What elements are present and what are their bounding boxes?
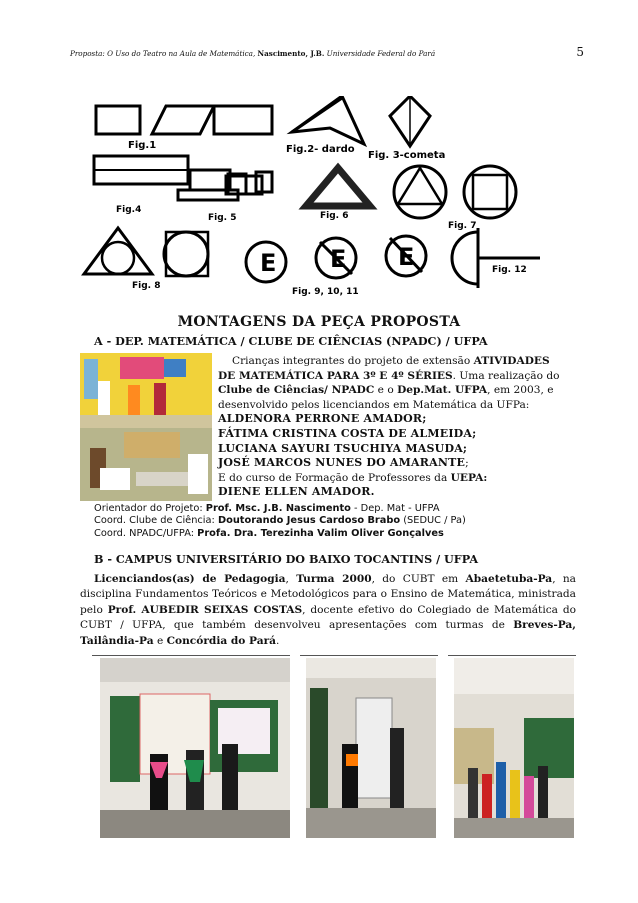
coord-line-3: Coord. NPADC/UFPA: Profa. Dra. Terezinha Valim Oliver Gonçalves bbox=[94, 527, 444, 539]
student-name: JOSÉ MARCOS NUNES DO AMARANTE bbox=[218, 456, 466, 470]
fig5-shape bbox=[190, 170, 230, 190]
student-name: ALDENORA PERRONE AMADOR; bbox=[218, 412, 427, 426]
uepa-intro: E do curso de Formação de Professores da bbox=[218, 471, 451, 484]
student-name: LUCIANA SAYURI TSUCHIYA MASUDA; bbox=[218, 441, 468, 455]
divider bbox=[448, 655, 576, 656]
coord-line-1: Orientador do Projeto: Prof. Msc. J.B. Nascimento - Dep. Mat - UFPA bbox=[94, 503, 440, 514]
intro-project-name: ATIVIDADES DE MATEMÁTICA PARA 3º E 4º SÉRIES bbox=[218, 355, 550, 382]
section-a-intro bbox=[218, 354, 570, 500]
fig1-rectangle bbox=[214, 106, 272, 134]
geometric-figures bbox=[80, 96, 550, 296]
header-institution: Universidade Federal do Pará bbox=[326, 49, 436, 58]
fig9-label: Fig. 9, 10, 11 bbox=[292, 287, 359, 296]
uepa: UEPA: bbox=[450, 471, 488, 484]
intro-text-1: Crianças integrantes do projeto de extensão bbox=[232, 355, 471, 367]
page-number: 5 bbox=[576, 45, 584, 59]
fig10-letter: E bbox=[330, 245, 347, 273]
fig12-shape bbox=[452, 232, 478, 284]
classroom-photo-3 bbox=[454, 658, 574, 838]
fig1-parallelogram bbox=[152, 106, 214, 134]
running-header bbox=[70, 49, 590, 58]
fig2-dart bbox=[292, 96, 364, 144]
fig7-circle-triangle bbox=[394, 166, 446, 218]
intro-text-4: , em 2003, e desenvolvido pelos licenciandos em Matemática da UFPa: bbox=[218, 384, 554, 411]
page-title: MONTAGENS DA PEÇA PROPOSTA bbox=[177, 314, 461, 330]
coord-line-2: Coord. Clube de Ciência: Doutorando Jesus Cardoso Brabo (SEDUC / Pa) bbox=[94, 515, 466, 527]
fig6-label: Fig. 6 bbox=[320, 211, 349, 221]
fig5-label: Fig. 5 bbox=[208, 213, 237, 223]
names-end: ; bbox=[465, 457, 469, 470]
fig8-triangle-circle bbox=[84, 228, 152, 274]
section-a-heading: A - DEP. MATEMÁTICA / CLUBE DE CIÊNCIAS (NPADC) / UFPA bbox=[94, 334, 488, 348]
intro-text-2: . Uma realização do bbox=[452, 369, 560, 382]
fig1-label: Fig.1 bbox=[128, 140, 157, 151]
fig12-label: Fig. 12 bbox=[492, 265, 527, 275]
figures-illustration bbox=[80, 96, 550, 296]
intro-dept: Dep.Mat. UFPA bbox=[397, 384, 488, 397]
fig11-letter: E bbox=[398, 243, 415, 271]
photo-top-scene bbox=[80, 353, 212, 428]
classroom-photo-2 bbox=[306, 658, 436, 838]
running-title: Proposta: O Uso do Teatro na Aula de Matemática, bbox=[70, 49, 256, 58]
fig8-label: Fig. 8 bbox=[132, 281, 161, 291]
fig4-label: Fig.4 bbox=[116, 205, 142, 215]
section-b-heading: B - CAMPUS UNIVERSITÁRIO DO BAIXO TOCANTINS / UFPA bbox=[94, 552, 479, 566]
children-photo bbox=[80, 353, 212, 501]
section-b-paragraph: Licenciandos(as) de Pedagogia, Turma 2000, do CUBT em Abaetetuba-Pa, na disciplina Fundamentos Teóricos e Metodológicos para o Ensino de Matemática, ministrada pelo Prof. AUBEDIR SEIXAS COSTAS, docente efetivo do Colegiado de Matemática do CUBT / UFPA, que também desenvolveu apresentações com turmas de Breves-Pa, Tailândia-Pa e Concórdia do Pará. bbox=[80, 573, 576, 647]
fig7-label: Fig. 7 bbox=[448, 221, 477, 231]
divider bbox=[92, 655, 290, 656]
header-author: Nascimento, J.B. bbox=[257, 49, 325, 58]
fig8-square-circle bbox=[164, 232, 208, 276]
intro-text-3: e o bbox=[374, 384, 398, 397]
student-name: FÁTIMA CRISTINA COSTA DE ALMEIDA; bbox=[218, 426, 477, 440]
classroom-photo-1 bbox=[100, 658, 290, 838]
coordinators bbox=[94, 503, 466, 540]
photo-bottom-scene bbox=[80, 428, 212, 501]
intro-club: Clube de Ciências/ NPADC bbox=[218, 384, 375, 397]
divider bbox=[300, 655, 438, 656]
uepa-student: DIENE ELLEN AMADOR. bbox=[218, 485, 375, 499]
fig2-label: Fig.2- dardo bbox=[286, 144, 355, 155]
fig6-triangle bbox=[306, 168, 370, 206]
fig1-square bbox=[96, 106, 140, 134]
fig3-label: Fig. 3-cometa bbox=[368, 150, 446, 161]
fig9-letter: E bbox=[260, 249, 277, 277]
